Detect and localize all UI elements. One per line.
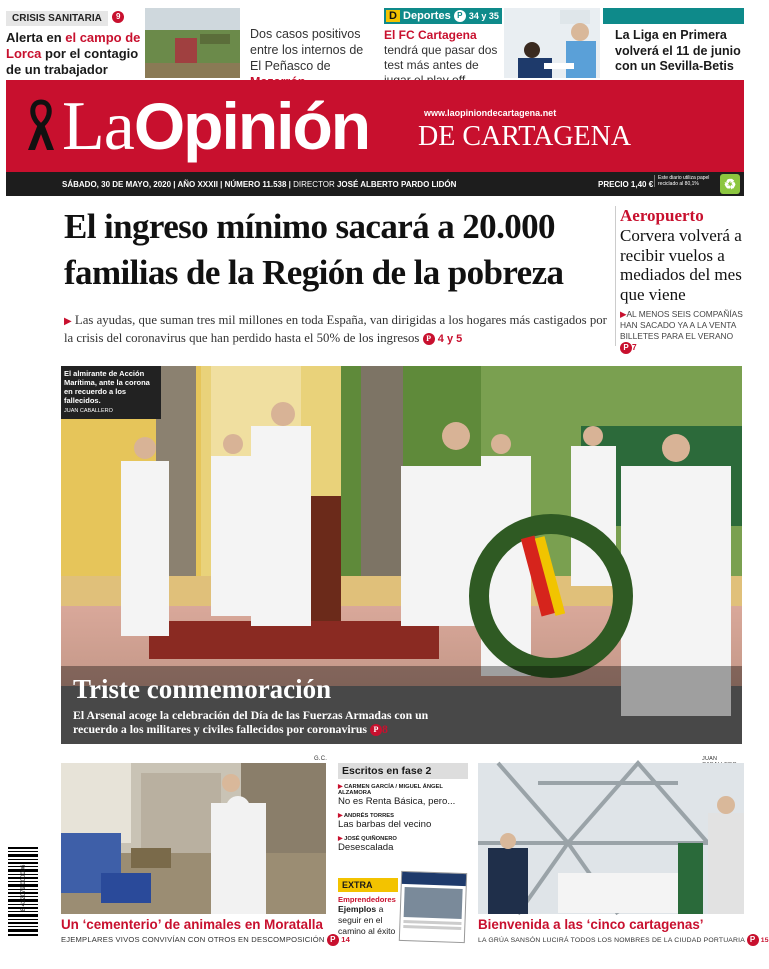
grua-headline[interactable]: Bienvenida a las ‘cinco cartagenas’ <box>478 917 704 932</box>
masthead-title-la: La <box>62 88 134 165</box>
page-ref-badge: P <box>620 342 632 354</box>
page-ref-badge: P <box>454 10 466 22</box>
supplement-cover <box>399 871 467 943</box>
teaser-mazarron[interactable]: Dos casos positivos entre los internos de El Peñasco de <box>250 27 364 73</box>
grua-dek: LA GRÚA SANSÓN LUCIRÁ TODOS LOS NOMBRES DE LA CIUDAD PORTUARIA P 15 <box>478 935 769 944</box>
sports-letter: D <box>386 10 400 22</box>
sports-section-bar: D Deportes P 34 y 35 <box>384 8 502 24</box>
opinion-item[interactable]: ▶ ANDRÉS TORRES Las barbas del vecino <box>338 813 432 830</box>
issue-info: SÁBADO, 30 DE MAYO, 2020 | AÑO XXXII | NÚMERO 11.538 | DIRECTOR JOSÉ ALBERTO PARDO LIDÓN <box>62 180 457 189</box>
bullet-icon: ▶ <box>338 784 343 790</box>
opinion-column <box>338 763 468 853</box>
masthead-subtitle: DE CARTAGENA <box>418 121 632 152</box>
moratalla-headline[interactable]: Un ‘cementerio’ de animales en Moratalla <box>61 917 323 932</box>
barcode <box>6 845 46 941</box>
teaser-lorca-photo <box>145 8 240 78</box>
photo-credit: G.C. <box>314 756 328 762</box>
extra-kicker: Emprendedores <box>338 895 396 904</box>
extra-text: Ejemplos a seguir en el camino al éxito <box>338 904 396 936</box>
extra-label: EXTRA <box>338 878 398 892</box>
recycle-icon: ♻ <box>720 174 740 194</box>
photo-title: Triste conmemoración <box>73 674 332 704</box>
side-kicker: Aeropuerto <box>620 206 704 225</box>
page-ref-badge: P <box>327 934 339 946</box>
info-bar <box>6 172 744 196</box>
photo-caption: El almirante de Acción Marítima, ante la corona en recuerdo a los fallecidos. JUAN CABALLERO <box>61 366 161 419</box>
masthead-url[interactable]: www.laopiniondecartagena.net <box>424 108 557 118</box>
column-divider <box>615 206 616 346</box>
recycle-note: Este diario utiliza papel reciclado al 80,1% <box>654 175 716 187</box>
teaser-tag: CRISIS SANITARIA 9 <box>6 8 141 26</box>
teaser-lorca-headline: Alerta en el campo de Lorca por el contagio de un trabajador <box>6 30 141 77</box>
teaser-deportes[interactable]: D Deportes P 34 y 35 El FC Cartagena tendrá que pasar dos test más antes de <box>384 8 502 78</box>
mourning-ribbon-icon <box>24 98 58 154</box>
side-story-airport[interactable] <box>620 206 746 354</box>
teaser-liga[interactable]: La Liga en Primera volverá el 11 de junio con un Sevilla-Betis <box>603 8 744 78</box>
teaser-sports-photo <box>504 8 600 78</box>
opinion-header: Escritos en fase 2 <box>338 763 468 779</box>
opinion-item[interactable]: ▶ CARMEN GARCÍA / MIGUEL ÁNGEL ALZAMORA No es Renta Básica, pero... <box>338 784 456 807</box>
price: PRECIO 1,40 € <box>598 180 654 189</box>
masthead <box>6 80 744 172</box>
grua-sanson-photo[interactable] <box>478 763 744 914</box>
moratalla-dek: EJEMPLARES VIVOS CONVIVÍAN CON OTROS EN DESCOMPOSICIÓN P 14 <box>61 935 351 944</box>
masthead-title <box>62 86 369 167</box>
lead-dek: ▶ Las ayudas, que suman tres mil millones en toda España, van dirigidas a los hogares más castigados por la crisis del coronavirus que han perdido hasta el 50% de los ingresos P 4 y 5 <box>64 313 607 345</box>
page-ref-badge: P <box>370 724 382 736</box>
page-ref-badge: P <box>747 934 759 946</box>
moratalla-photo[interactable] <box>61 763 326 914</box>
lead-headline[interactable]: El ingreso mínimo sacará a 20.000 familias de la Región de la pobreza <box>64 207 564 292</box>
bullet-icon: ▶ <box>338 836 343 842</box>
opinion-item[interactable]: ▶ JOSÉ QUIÑONERO Desescalada <box>338 836 397 853</box>
main-photo[interactable] <box>61 366 742 744</box>
extra-supplement[interactable] <box>338 878 468 944</box>
page-ref-badge: P <box>423 333 435 345</box>
bullet-icon: ▶ <box>338 813 343 819</box>
masthead-title-opinion: Opinión <box>133 89 370 163</box>
teaser-liga-bar <box>603 8 744 24</box>
page-ref-badge: 9 <box>112 11 124 23</box>
bullet-icon: ▶ <box>64 316 72 327</box>
photo-text: El Arsenal acoge la celebración del Día de las Fuerzas Armadas con un recuerdo a los militares y civiles fallecidos por coronavirus P 8 <box>73 708 429 736</box>
barcode-number: 8 432079 000006 <box>21 864 27 912</box>
side-dek: ▶AL MENOS SEIS COMPAÑÍAS HAN SACADO YA A LA VENTA BILLETES PARA EL VERANO P 7 <box>620 309 743 353</box>
teaser-lorca[interactable] <box>6 8 141 78</box>
side-headline: Corvera volverá a recibir vuelos a mediados del mes que viene <box>620 226 742 304</box>
photo-credit: JUAN <box>702 756 718 762</box>
bullet-icon: ▶ <box>620 309 627 320</box>
